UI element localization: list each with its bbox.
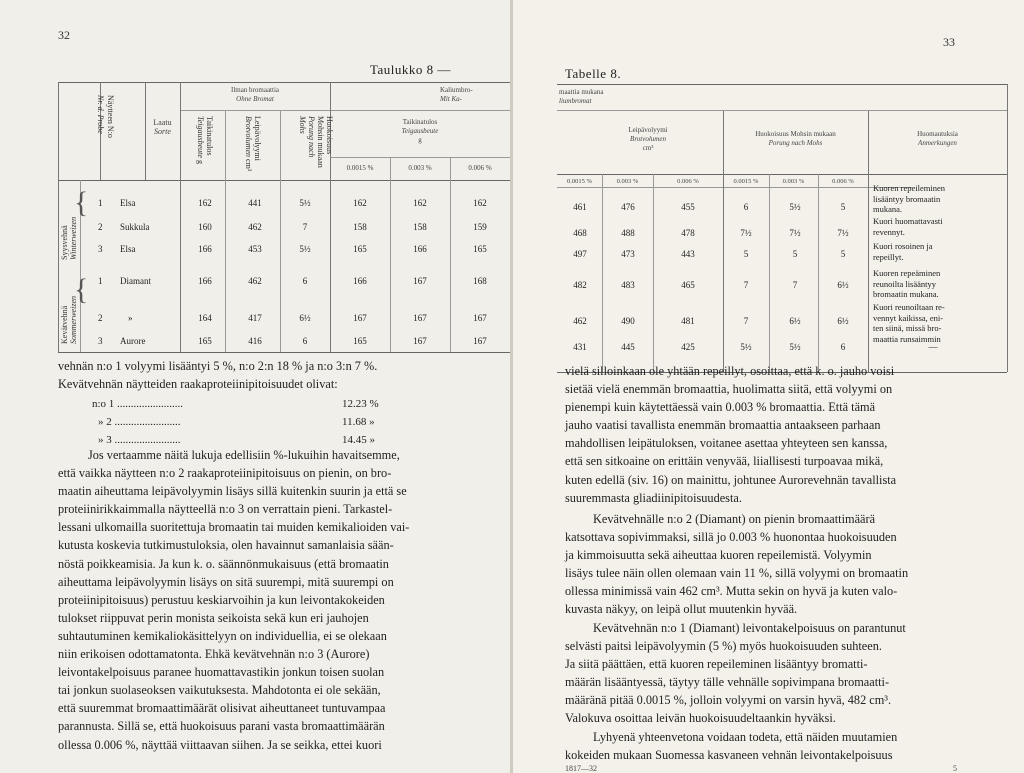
left-body-paragraph: Jos vertaamme näitä lukuja edellisiin %-lukuihin havaitsemme, että vaikka näytteen n:o 2 raakaproteiinipitoisuus on pienin, on bro- maatin aiheuttama leipävolyymin lisäys sillä kuitenkin suurin ja että se proteiinirikkaimmalla näytteellä n:o 3 on verrattain pieni. Tarkastel- lessani ulkomailla suoritettuja bromaatin tai muiden kemikalioiden vai- kutusta koskevia tutkimustuloksia, olen havainnut samanlaisia sään- nöstä poikkeamisia. Ja kun k. o. säännönmukaisuus (että bromaatin aiheuttama leipävolyymin lisäys on sitä suurempi, mitä suurempi on proteiinipitoisuus) perustuu keskiarvoihin ja kun leivontakokeiden tulokset riippuvat perin monista seikoista sekä kun eri jauhojen suhtautuminen kemikaliokäsittelyyn on individuellia, ei se olekaan niin erikoisen odottamatonta. Ehkä kevätvehnän n:o 3 (Aurore) leivontakelpoisuus paranee huomattavastikin jonkun toisen suolan tai jonkun suolaseoksen vaikutuksesta. Mahdotonta ei ole sekään, että suuremmat bromaattimäärät olisivat aiheuttaneet tuntuvampaa parannusta. Sillä se, että huokoisuus parani vasta bromaattimäärän ollessa 0.006 %, näyttää viittaavan siihen. Ja se seikka, ettei kuori	[58, 448, 410, 752]
printer-signature: 1817—32	[565, 764, 597, 773]
group-label-spring: Kevätvehnä Sommerweizen	[60, 296, 78, 344]
header-porosity: Huokoisuus Mohsin mukaan Porung nach Mohs	[298, 116, 334, 168]
right-paragraph-3: Kevätvehnän n:o 1 (Diamant) leivontakelpoisuus on parantunut selvästi paitsi leipävolyymin (5 %) myös huokoisuuden suhteen. Ja siitä päättäen, että kuoren repeileminen lisääntyy bromatti- määrän lisääntyessä, täytyy tälle vehnälle sopivimpana bromaatti- määränä pitää 0.0015 %, jolloin volyymi on varsin hyvä, 482 cm³. Valokuva osoittaa leivän huokoisuudeltaankin hyväksi.	[565, 621, 906, 726]
header-sort: Laatu Sorte	[153, 118, 172, 136]
group-label-winter: Syysvehnä Winterweizen	[60, 216, 78, 260]
header-bread-volume: Leipävolyymi Brotvolumen cm³	[244, 116, 262, 172]
group-brace: {	[74, 273, 89, 306]
header-conc-1: 0.0015 %	[346, 164, 374, 172]
header-conc: 0.003 %	[616, 178, 639, 185]
right-paragraph-4: Lyhyenä yhteenvetona voidaan todeta, että näiden muutamien kokeiden mukaan Suomessa kasvaneen vehnän leivontakelpoisuus	[565, 730, 898, 763]
remark: Kuori reunoiltaan re- vennyt kaikissa, eni- ten siinä, missä bro- maattia runsaimmin	[873, 302, 945, 344]
right-page-number: 33	[943, 35, 955, 49]
header-with-bromate-cont: maattia mukana liumbromat	[559, 88, 604, 105]
sheet-number: 5	[953, 764, 957, 773]
group-brace: {	[74, 186, 89, 219]
header-without-bromate: Ilman bromaattia Ohne Bromat	[230, 86, 279, 103]
remark: Kuoren repeileminen lisääntyy bromaatin mukana.	[873, 183, 945, 214]
list-item: » 2 ........................	[98, 416, 181, 428]
left-table-caption: Taulukko 8 —	[370, 62, 451, 77]
header-dough-yield: Taikinatulos Teigausbeute g	[196, 116, 214, 164]
right-paragraph-1: vielä silloinkaan ole yhtään repeillyt, osoittaa, että k. o. jauho voisi sietää vielä enemmän bromaattia, huolimatta siitä, että volyymi on pienempi kuin käytettäessä vain 0.003 % bromaattia. Että tämä jauho vaatisi tavallista enemmän bromaattia antaakseen parhaan mahdollisen leipätuloksen, voitanee asettaa yhteyteen sen kanssa, että sen sitkoaine on erittäin venyvää, liiallisesti turpoavaa mikä, kuten edellä (siv. 16) on mainittu, johtunee Aurorevehnän tavallista suuremmasta gliadiinipitoisuudesta.	[565, 364, 897, 505]
left-page-number: 32	[58, 28, 70, 42]
header-dough-yield-bromate: Taikinatulos Teigausbeute g	[401, 118, 439, 144]
right-paragraph-2: Kevätvehnälle n:o 2 (Diamant) on pienin bromaattimäärä katsottava sopivimmaksi, sillä jo 0.003 % huonontaa huokoisuuden ja kimmoisuutta sekä aiheuttaa kuoren repeilemistä. Volyymin lisäys tulee näin ollen olemaan vain 11 %, sillä volyymi on bromaatin ollessa minimissä vain 462 cm³. Mutta sekin on hyvä ja kuten valo- kuvasta näkyy, on leipä ollut muutenkin hyvää.	[565, 512, 909, 617]
header-remarks: Huomautuksia Anmerkungen	[917, 130, 958, 147]
header-bread-volume: Leipävolyymi Brotvolumen cm³	[628, 126, 668, 152]
left-page: 32 Taulukko 8 — Näytteen N:o Nr. d. Probe Laatu Sorte Ilman bromaattia Ohne Bromat Kaliumbro- Mit Ka- Taikinatulos Teigausbeute g Leipävolyymi Brotvolumen cm³ Huokoisuus Mohsin mukaan Porung nach Mohs Taikinatulos Teigausbeute g 0.0015 % 0.003 % 0.006 % Syysvehnä Winterweizen Kevätvehnä Sommerweizen { { 1 Elsa 162 441 5½ 162 162 162 2 Sukkula 160 462 7 158 158 159 3 Elsa 166 453 5½ 165 166 165 1 Diamant 166 462 6 166 167 168 2 » 164 417 6½ 167 167 167 3 Aurore 165 416 6 165 167 167 vehnän n:o 1 volyymi lisääntyi 5 %, n:o 2:n 18 % ja n:o 3:n 7 %. Kevätvehnän näytteiden raakaproteiinipitoisuudet olivat: n:o 1 ........................ 12.23 % » 2 ........................ 11.68 » » 3 ........................ 14.45 » Jos vertaamme näitä lukuja edellisiin %-lukuihin havaitsemme, että vaikka näytteen n:o 2 raakaproteiinipitoisuus on pienin, on bro- maatin aiheuttama leipävolyymin lisäys sillä kuitenkin suurin ja että se proteiinirikkaimmalla näytteellä n:o 3 on verrattain pieni. Tarkastel- lessani ulkomailla suoritettuja bromaatin tai muiden kemikalioiden vai- kutusta koskevia tutkimustuloksia, olen havainnut samanlaisia sään- nöstä poikkeamisia. Ja kun k. o. säännönmukaisuus (että bromaatin aiheuttama leipävolyymin lisäys on sitä suurempi, mitä suurempi on proteiinipitoisuus) perustuu keskiarvoihin ja kun leivontakokeiden tulokset riippuvat perin monista seikoista sekä kun eri jauhojen suhtautuminen kemikaliokäsittelyyn on individuellia, ei se olekaan niin erikoisen odottamatonta. Ehkä kevätvehnän n:o 3 (Aurore) leivontakelpoisuus paranee huomattavastikin jonkun toisen suolan tai jonkun suolaseoksen vaikutuksesta. Mahdotonta ei ole sekään, että suuremmat bromaattimäärät olisivat aiheuttaneet tuntuvampaa parannusta. Sillä se, että huokoisuus parani vasta bromaattimäärän ollessa 0.006 %, näyttää viittaavan siihen. Ja se seikka, ettei kuori	[0, 0, 510, 773]
header-conc: 0.0015 %	[567, 178, 592, 185]
list-item: » 3 ........................	[98, 434, 181, 446]
header-sample-no: Näytteen N:o	[106, 95, 115, 138]
remark: —	[928, 342, 938, 352]
header-with-bromate: Kaliumbro- Mit Ka-	[440, 86, 473, 103]
left-intro-text: vehnän n:o 1 volyymi lisääntyi 5 %, n:o 2:n 18 % ja n:o 3:n 7 %. Kevätvehnän näytteiden raakaproteiinipitoisuudet olivat:	[58, 359, 378, 392]
list-item-value: 11.68 »	[342, 416, 375, 428]
header-conc: 0.003 %	[782, 178, 805, 185]
header-conc-2: 0.003 %	[408, 164, 432, 172]
header-sample-no-de: Nr. d. Probe	[96, 95, 105, 134]
header-conc: 0.006 %	[677, 178, 699, 185]
list-item-value: 14.45 »	[342, 434, 375, 446]
list-item: n:o 1 ........................	[92, 398, 184, 410]
header-porosity: Huokoisuus Mohsin mukaan Porung nach Mohs	[755, 130, 836, 147]
header-conc: 0.006 %	[832, 178, 854, 185]
right-table-caption: Tabelle 8.	[565, 66, 622, 81]
right-page: 33 Tabelle 8. maattia mukana liumbromat Leipävolyymi Brotvolumen cm³ Huokoisuus Mohsin mukaan Porung nach Mohs Huomautuksia Anmerkungen 0.0015 % 0.003 % 0.006 % 0.0015 % 0.003 % 0.006 % 461 476 455 6 5½ 5 468 488 478 7½ 7½ 7½ 497 473 443 5 5 5 482 483 465 7 7 6½ 462 490 481 7 6½ 6½ 431 445 425 5½ 5½ 6 Kuoren repeileminen lisääntyy bromaatin mukana. Kuori huomattavasti revennyt. Kuori rosoinen ja repeillyt. Kuoren repeäminen reunoilta lisääntyy bromaatin mukana. Kuori reunoiltaan re- vennyt kaikissa, eni- ten siinä, missä bro- maattia runsaimmin — vielä silloinkaan ole yhtään repeillyt, osoittaa, että k. o. jauho voisi sietää vielä enemmän bromaattia, huolimatta siitä, että volyymi on pienempi kuin käytettäessä vain 0.003 % bromaattia. Että tämä jauho vaatisi tavallista enemmän bromaattia antaakseen parhaan mahdollisen leipätuloksen, voitanee asettaa yhteyteen sen kanssa, että sen sitkoaine on erittäin venyvää, liiallisesti turpoavaa mikä, kuten edellä (siv. 16) on mainittu, johtunee Aurorevehnän tavallista suuremmasta gliadiinipitoisuudesta. Kevätvehnälle n:o 2 (Diamant) on pienin bromaattimäärä katsottava sopivimmaksi, sillä jo 0.003 % huonontaa huokoisuuden ja kimmoisuutta sekä aiheuttaa kuoren repeilemistä. Volyymin lisäys tulee näin ollen olemaan vain 11 %, sillä volyymi on bromaatin ollessa minimissä vain 462 cm³. Mutta sekin on hyvä ja kuten valo- kuvasta näkyy, on leipä ollut muutenkin hyvää. Kevätvehnän n:o 1 (Diamant) leivontakelpoisuus on parantunut selvästi paitsi leipävolyymin (5 %) myös huokoisuuden suhteen. Ja siitä päättäen, että kuoren repeileminen lisääntyy bromatti- määrän lisääntyessä, täytyy tälle vehnälle sopivimpana bromaatti- määränä pitää 0.0015 %, jolloin volyymi on varsin hyvä, 482 cm³. Valokuva osoittaa leivän huokoisuudeltaankin hyväksi. Lyhyenä yhteenvetona voidaan todeta, että näiden muutamien kokeiden mukaan Suomessa kasvaneen vehnän leivontakelpoisuus 1817—32 5	[513, 0, 1024, 773]
list-item-value: 12.23 %	[342, 398, 379, 410]
header-conc: 0.0015 %	[733, 178, 759, 185]
remark: Kuori rosoinen ja repeillyt.	[873, 241, 933, 262]
remark: Kuoren repeäminen reunoilta lisääntyy bromaatin mukana.	[873, 268, 941, 299]
header-conc-3: 0.006 %	[468, 164, 492, 172]
remark: Kuori huomattavasti revennyt.	[873, 216, 943, 237]
